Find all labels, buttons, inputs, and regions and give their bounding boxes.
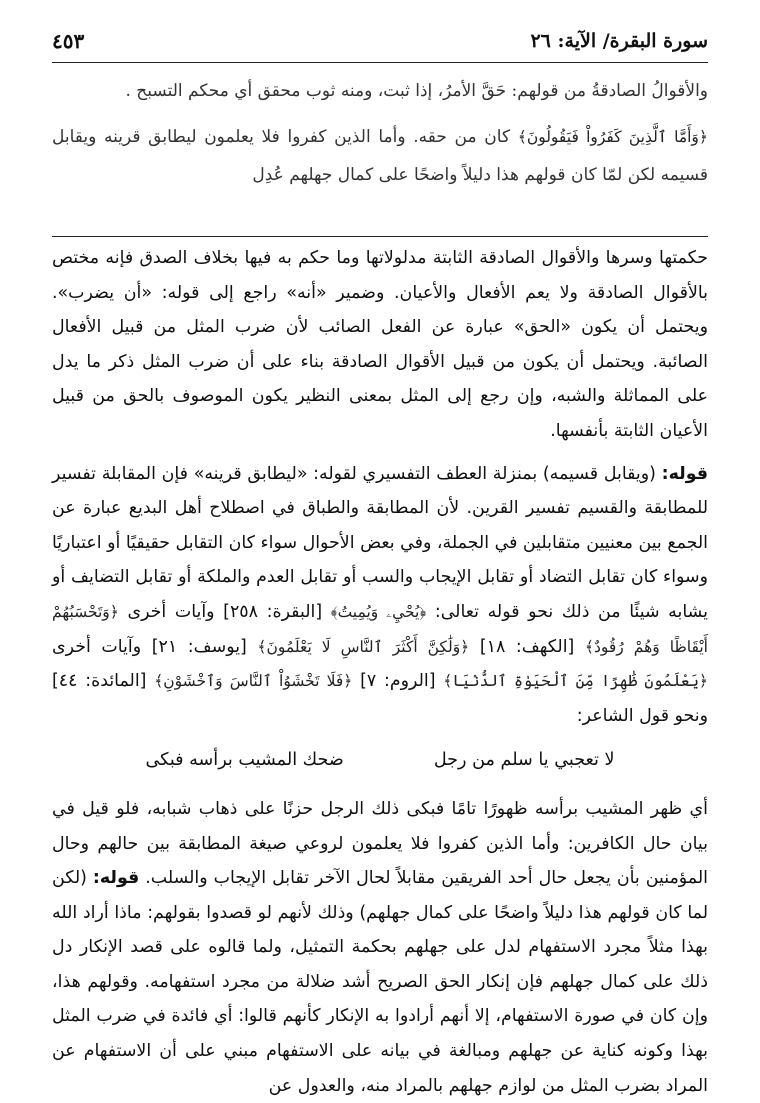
quran-quote: ﴿وَأَمَّا ٱلَّذِينَ كَفَرُواْ فَيَقُولُونَ﴾: [517, 128, 708, 146]
commentary-text: [52, 241, 708, 1103]
qawluhu-label: قوله:: [92, 868, 140, 889]
matn-paragraph-2: [52, 118, 708, 194]
commentary-divider: [52, 236, 708, 237]
header-divider: [52, 62, 708, 63]
verse-reference: [البقرة: ٢٥٨] وآيات أخرى: [118, 601, 331, 622]
commentary-text-span: (لكن لما كان قولهم هذا دليلاً واضحًا على كمال جهلهم) وذلك لأنهم لو قصدوا بقولهم: ماذا أراد الله بهذا مثلاً مجرد الاستفهام لدل على جهلهم بحكمة التمثيل، ولما قالوه على قصد الإنكار دل ذلك على كمال جهلهم فإن إنكار الحق الصريح أشد ضلالة من مجرد استفهامه. وقولهم هذا، وإن كان في صورة الاستفهام، إلا أنهم أرادوا به الإنكار كأنهم قالوا: أي فائدة في ضرب المثل بهذا وكونه كناية عن جهلهم ومبالغة في بيانه على الاستفهام مبني على أن الاستفهام عن المراد بضرب المثل من لوازم جهلهم بالمراد منه، والعدول عن: [52, 868, 708, 1096]
verse-hemistich-second: ضحك المشيب برأسه فبكى: [145, 750, 344, 771]
commentary-text-span: أي ظهر المشيب برأسه ظهورًا تامًا فبكى ذلك الرجل حزنًا على ذهاب شبابه، فلو قيل في بيان حال الكافرين: وأما الذين كفروا فلا يعلمون لروعي صيغة المطابقة بين حالهم وحال المؤمنين بأن يجعل حال أحد الفريقين مقابلاً لحال الآخر تقابل الإيجاب والسلب.: [52, 798, 708, 889]
quran-quote: ﴿يَعْلَمُونَ ظَٰهِرًا مِّنَ ٱلْحَيَوٰةِ ٱلدُّنْيَا﴾: [443, 672, 708, 691]
commentary-paragraph-1: حكمتها وسرها والأقوال الصادقة الثابتة مدلولاتها وما حكم به فيها بخلاف الصدق فإنه مختص بالأقوال الصادقة ولا يعم الأفعال والأعيان. وضمير «أنه» راجع إلى قوله: «أن يضرب». ويحتمل أن يكون «الحق» عبارة عن الفعل الصائب لأن ضرب المثل من قبيل الأفعال الصائبة. ويحتمل أن يكون من قبيل الأقوال الصادقة بناء على أن ضرب المثل ذكر ما يدل على المماثلة والشبه، وإن رجع إلى المثل بمعنى النظير يكون الموصوف بالحق من قبيل الأعيان الثابتة بأنفسها.: [52, 248, 708, 441]
main-text: [52, 72, 708, 194]
quran-quote: ﴿يُحْيِۦ وَيُمِيتُ﴾: [330, 602, 427, 621]
quran-quote: ﴿وَلَٰكِنَّ أَكْثَرَ ٱلنَّاسِ لَا يَعْلَمُونَ﴾: [257, 637, 470, 656]
matn-text: كان من حقه. وأما الذين كفروا فلا يعلمون ليطابق قرينه ويقابل قسيمه لكن لمّا كان قولهم هذا دليلاً واضحًا على كمال جهلهم عُدِل: [52, 127, 708, 185]
surah-title: سورة البقرة/ الآية: ٢٦: [530, 30, 708, 52]
qawluhu-label: قوله:: [661, 463, 708, 484]
poetry-verse: [52, 743, 708, 778]
verse-hemistich-first: لا تعجبي يا سلم من رجل: [433, 750, 615, 771]
matn-paragraph-1: والأقوالُ الصادقةُ من قولهم: حَقَّ الأمرُ، إذا ثبت، ومنه ثوب محقق أي محكم التسبح .: [125, 81, 708, 101]
verse-reference: [يوسف: ٢١] وآيات أخرى: [52, 636, 258, 657]
page-header: [52, 28, 708, 54]
commentary-paragraph-2: [52, 457, 708, 734]
quran-quote: ﴿فَلَا تَخْشَوُاْ ٱلنَّاسَ وَٱخْشَوْنِ﴾: [154, 672, 353, 691]
verse-reference: [الكهف: ١٨]: [469, 636, 585, 657]
commentary-text-span: (ويقابل قسيمه) بمنزلة العطف التفسيري لقوله: «ليطابق قرينه» فإن المقابلة تفسير للمطابقة والقسيم تفسير القرين. لأن المطابقة والطباق في اصطلاح أهل البديع عبارة عن الجمع بين معنيين متقابلين في الجملة، وفي بعض الأحوال سواء كان التقابل حقيقيًا أو اعتباريًا وسواء كان تقابل التضاد أو تقابل الإيجاب والسب أو تقابل العدم والملكة أو تقابل التضايف أو يشابه شيئًا من ذلك نحو قوله تعالى:: [52, 463, 708, 622]
quran-quote: ﴿وَتَحْسَبُهُمْ أَيْقَاظًا وَهُمْ رُقُودٌ﴾: [52, 602, 708, 656]
verse-reference: [الروم: ٧]: [352, 671, 444, 692]
commentary-paragraph-3: [52, 792, 708, 1103]
verse-reference: [المائدة: ٤٤] ونحو قول الشاعر:: [52, 671, 708, 726]
page-number: ٤٥٣: [52, 29, 85, 53]
